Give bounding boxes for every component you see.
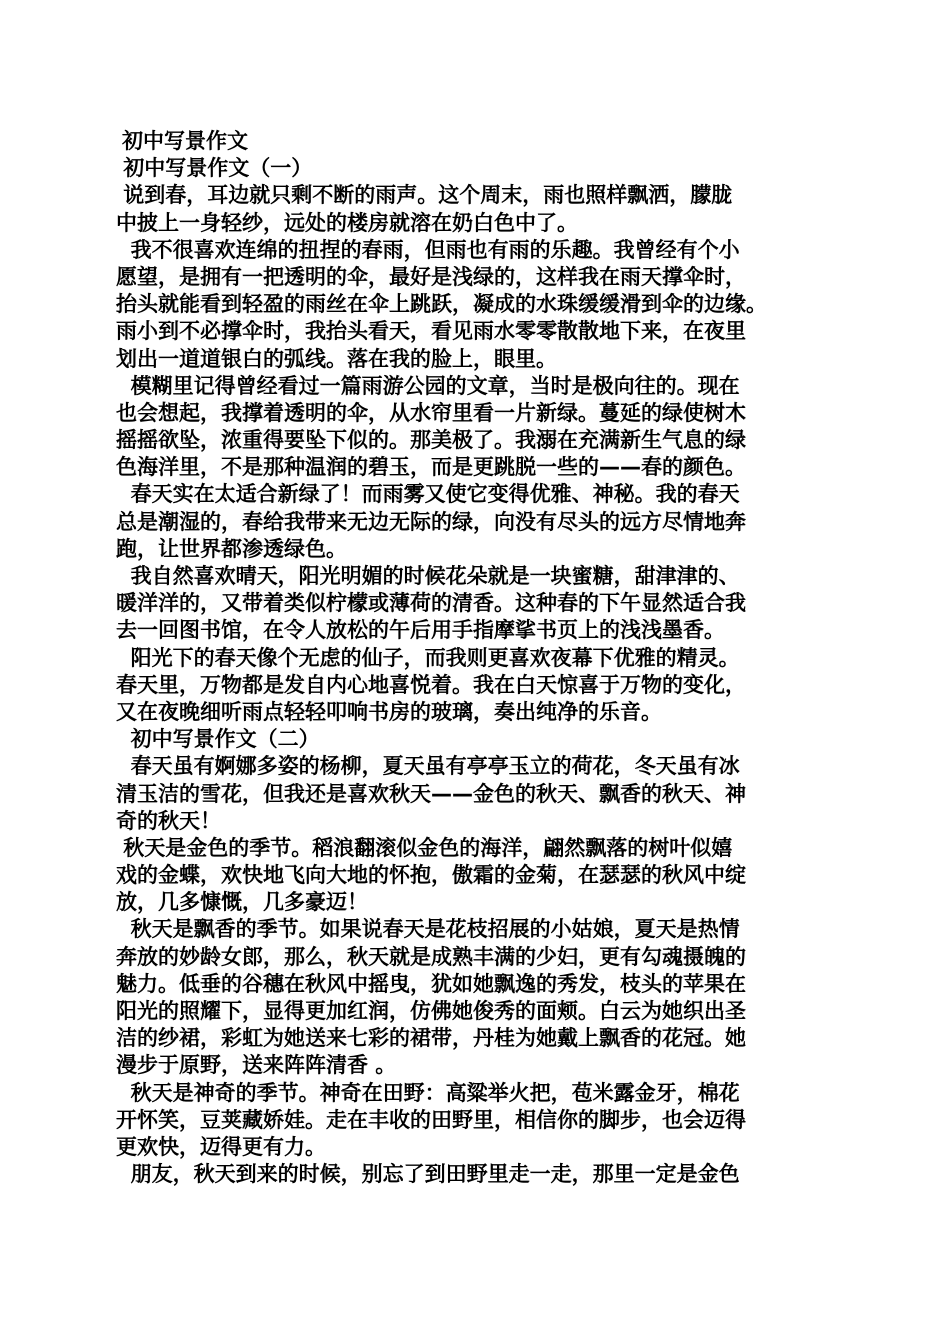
document-page <box>116 128 844 1188</box>
text-line: 奔放的妙龄女郎，那么，秋天就是成熟丰满的少妇，更有勾魂摄魄的 <box>116 944 746 969</box>
text-line: 初中写景作文（一） <box>116 156 313 181</box>
text-line: 愿望，是拥有一把透明的伞，最好是浅绿的，这样我在雨天撑伞时， <box>116 264 746 289</box>
text-line: 去一回图书馆，在令人放松的午后用手指摩挲书页上的浅浅墨香。 <box>116 618 725 643</box>
text-line: 洁的纱裙，彩虹为她送来七彩的裙带，丹桂为她戴上飘香的花冠。她 <box>116 1026 746 1051</box>
text-line: 中披上一身轻纱，远处的楼房就溶在奶白色中了。 <box>116 210 578 235</box>
text-line: 模糊里记得曾经看过一篇雨游公园的文章，当时是极向往的。现在 <box>116 373 740 398</box>
text-line: 暖洋洋的，又带着类似柠檬或薄荷的清香。这种春的下午显然适合我 <box>116 591 746 616</box>
text-line: 开怀笑，豆荚藏娇娃。走在丰收的田野里，相信你的脚步，也会迈得 <box>116 1107 746 1132</box>
text-line: 也会想起，我撑着透明的伞，从水帘里看一片新绿。蔓延的绿使树木 <box>116 400 746 425</box>
text-line: 奇的秋天！ <box>116 808 221 833</box>
text-line: 抬头就能看到轻盈的雨丝在伞上跳跃，凝成的水珠缓缓滑到伞的边缘。 <box>116 292 767 317</box>
text-line: 漫步于原野，送来阵阵清香 。 <box>116 1053 397 1078</box>
text-line: 阳光的照耀下，显得更加红润，仿佛她俊秀的面颊。白云为她织出圣 <box>116 999 746 1023</box>
document-body <box>116 155 844 1188</box>
text-line: 说到春，耳边就只剩不断的雨声。这个周末，雨也照样飘洒，朦胧 <box>116 183 733 208</box>
text-line: 划出一道道银白的弧线。落在我的脸上，眼里。 <box>116 346 557 371</box>
text-line: 朋友，秋天到来的时候，别忘了到田野里走一走，那里一定是金色 <box>116 1162 740 1187</box>
text-line: 戏的金蝶，欢快地飞向大地的怀抱，傲霜的金菊，在瑟瑟的秋风中绽 <box>116 863 746 888</box>
text-line: 摇摇欲坠，浓重得要坠下似的。那美极了。我溺在充满新生气息的绿 <box>116 428 746 453</box>
text-line: 跑，让世界都渗透绿色。 <box>116 536 347 561</box>
document-title: 初中写景作文 <box>122 129 248 153</box>
text-line: 阳光下的春天像个无虑的仙子，而我则更喜欢夜幕下优雅的精灵。 <box>116 645 740 670</box>
text-line: 总是潮湿的，春给我带来无边无际的绿，向没有尽头的远方尽情地奔 <box>116 509 746 534</box>
text-line: 春天实在太适合新绿了！而雨雾又使它变得优雅、神秘。我的春天 <box>116 482 740 507</box>
text-line: 秋天是神奇的季节。神奇在田野：高粱举火把，苞米露金牙，棉花 <box>116 1080 740 1105</box>
text-line: 春天里，万物都是发自内心地喜悦着。我在白天惊喜于万物的变化， <box>116 672 746 697</box>
text-line: 初中写景作文（二） <box>116 727 320 752</box>
text-line: 更欢快，迈得更有力。 <box>116 1134 326 1159</box>
text-line: 雨小到不必撑伞时，我抬头看天，看见雨水零零散散地下来，在夜里 <box>116 319 746 344</box>
text-line: 魅力。低垂的谷穗在秋风中摇曳，犹如她飘逸的秀发，枝头的苹果在 <box>116 971 746 996</box>
text-line: 色海洋里，不是那种温润的碧玉，而是更跳脱一些的——春的颜色。 <box>116 455 746 480</box>
text-line: 清玉洁的雪花，但我还是喜欢秋天——金色的秋天、飘香的秋天、神 <box>116 781 746 806</box>
text-line: 又在夜晚细听雨点轻轻叩响书房的玻璃，奏出纯净的乐音。 <box>116 699 662 724</box>
text-line: 秋天是飘香的季节。如果说春天是花枝招展的小姑娘，夏天是热情 <box>116 917 740 942</box>
text-line: 秋天是金色的季节。稻浪翻滚似金色的海洋，翩然飘落的树叶似嬉 <box>116 835 733 860</box>
text-line: 放，几多慷慨，几多豪迈！ <box>116 890 368 915</box>
text-line: 春天虽有婀娜多姿的杨柳，夏天虽有亭亭玉立的荷花，冬天虽有冰 <box>116 754 740 779</box>
text-line: 我不很喜欢连绵的扭捏的春雨，但雨也有雨的乐趣。我曾经有个小 <box>116 237 740 262</box>
text-line: 我自然喜欢晴天，阳光明媚的时候花朵就是一块蜜糖，甜津津的、 <box>116 564 740 588</box>
